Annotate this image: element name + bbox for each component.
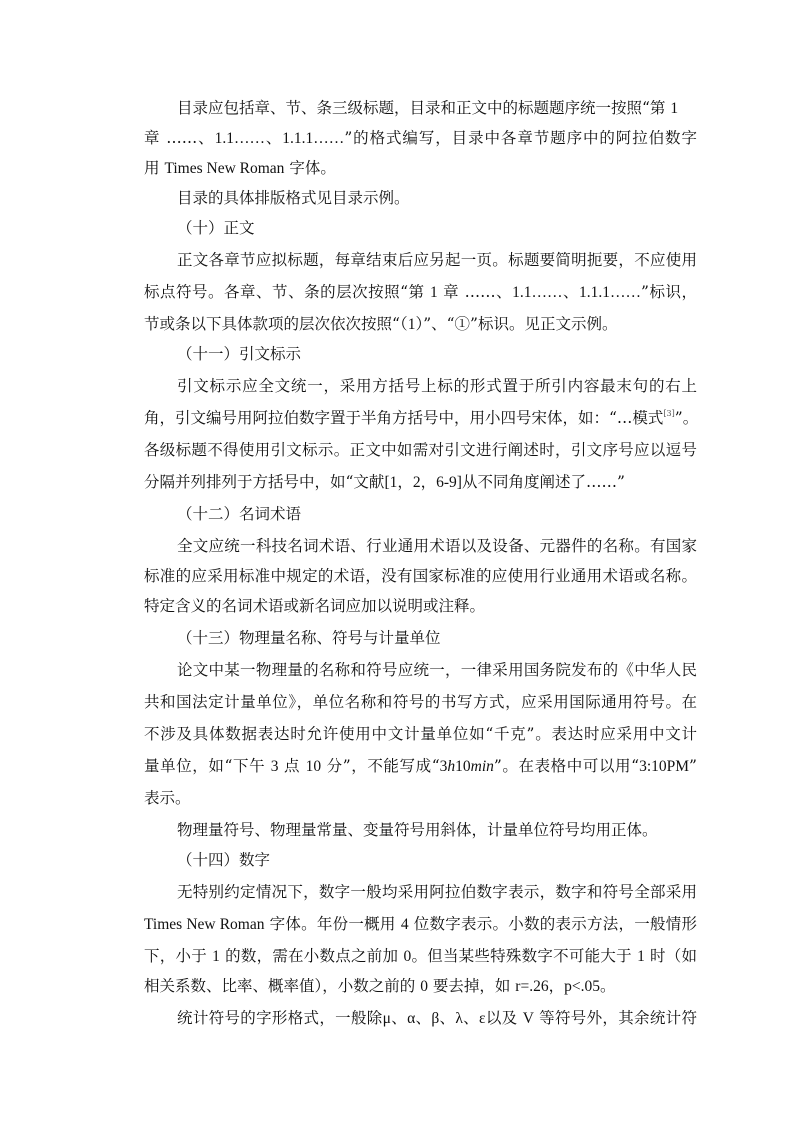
body-line	[144, 408, 697, 428]
text-run: 0	[420, 978, 428, 995]
text-run: 。	[599, 977, 616, 995]
text-run: （十一）引文标示	[177, 345, 302, 363]
text-run: 1.1……、1.1.1……	[214, 130, 345, 147]
text-run: 字体。	[284, 159, 336, 177]
text-run: 目录的具体排版格式见目录示例。	[177, 189, 410, 207]
body-line	[144, 788, 191, 808]
text-run: 特定含义的名词术语或新名词应加以说明或注释。	[144, 597, 486, 615]
text-run: 共和国法定计量单位》，单位名称和符号的书写方式，应采用国际通用符号。在	[144, 693, 697, 711]
citation-superscript: [3]	[663, 409, 675, 418]
text-run: 1	[212, 948, 220, 965]
text-run: 引文标示应全文统一，采用方括号上标的形式置于所引内容最末句的右上	[177, 377, 697, 395]
text-run: μ、α、β、λ、ε	[382, 1010, 486, 1027]
text-run: ）”、“①”标识。见正文示例。	[415, 315, 618, 333]
text-run: 3	[270, 758, 279, 775]
section-heading	[177, 344, 301, 364]
text-run: 目录应包括章、节、条三级标题，目录和正文中的标题题序统一按照“第	[177, 99, 671, 117]
text-run: Times New Roman	[164, 160, 285, 177]
text-run: 0	[403, 948, 412, 965]
text-run: 不涉及具体数据表达时允许使用中文计量单位如“千克”。表达时应采用中文计	[144, 725, 697, 743]
text-run: 1	[407, 316, 416, 333]
text-run: 标准的应采用标准中规定的术语，没有国家标准的应使用行业通用术语或名称。	[144, 567, 697, 585]
text-run: 点	[278, 757, 306, 775]
body-line	[144, 566, 697, 586]
body-line	[177, 98, 691, 119]
body-line	[177, 1008, 697, 1029]
text-run: 物理量符号、物理量常量、变量符号用斜体，计量单位符号均用正体。	[177, 821, 658, 839]
text-run: ”	[689, 757, 697, 775]
text-run: 字体。年份一概用	[264, 915, 401, 933]
text-run: h	[447, 758, 456, 775]
section-heading	[177, 218, 255, 238]
body-line	[177, 536, 697, 556]
text-run: 章 ……、	[437, 283, 513, 301]
text-run: 角，引文编号用阿拉伯数字置于半角方括号中，用小四号宋体，如：“…模式	[144, 409, 664, 427]
text-run: 论文中某一物理量的名称和符号应统一，一律采用国务院发布的《中华人民	[177, 661, 697, 679]
body-line	[144, 472, 625, 493]
text-run: 要去掉，如	[427, 977, 516, 995]
text-run: min	[470, 758, 494, 775]
text-run: 全文应统一科技名词术语、行业通用术语以及设备、元器件的名称。有国家	[177, 537, 697, 555]
section-heading	[177, 850, 270, 870]
text-run: 分”，不能写成“	[321, 757, 440, 775]
body-line	[144, 756, 697, 777]
text-run: 无特别约定情况下，数字一般均采用阿拉伯数字表示，数字和符号全部采用	[177, 883, 697, 901]
text-run: 统计符号的字形格式，一般除	[177, 1009, 383, 1027]
text-run: 量单位，如“下午	[144, 757, 271, 775]
text-run: 用	[144, 159, 165, 177]
body-line	[144, 158, 336, 179]
text-run: 1	[670, 100, 679, 117]
text-run: 以及	[485, 1009, 523, 1027]
text-run: ”。	[674, 409, 699, 427]
text-run: 3	[439, 758, 448, 775]
text-run: 3:10PM	[639, 758, 690, 775]
text-run: 1.1……、1.1.1……	[512, 284, 642, 301]
body-line	[144, 440, 697, 460]
text-run: 章 ……、	[144, 129, 215, 147]
text-run: 1	[430, 284, 438, 301]
text-run: 各级标题不得使用引文标示。正文中如需对引文进行阐述时，引文序号应以逗号	[144, 441, 697, 459]
text-run: 10	[305, 758, 322, 775]
text-run: 相关系数、比率、概率值），小数之前的	[144, 977, 421, 995]
section-heading	[177, 504, 301, 524]
section-heading	[177, 628, 441, 648]
body-line	[144, 692, 697, 712]
body-line	[177, 250, 697, 270]
body-line	[177, 820, 658, 840]
text-run: 下，小于	[144, 947, 213, 965]
text-run: 从不同角度阐述了……”	[461, 473, 625, 491]
text-run: 4	[400, 916, 409, 933]
text-run: 时（如	[644, 947, 697, 965]
body-line	[177, 882, 697, 902]
text-run: 正文各章节应拟标题，每章结束后应另起一页。标题要简明扼要，不应使用	[177, 251, 697, 269]
text-run: 节或条以下具体款项的层次依次按照“（	[144, 315, 408, 333]
body-line	[144, 128, 697, 149]
body-line	[144, 724, 697, 744]
text-run: （十二）名词术语	[177, 505, 302, 523]
body-line	[144, 914, 697, 935]
text-run: 标点符号。各章、节、条的层次按照“第	[144, 283, 430, 301]
text-run: r=.26，p<.05	[515, 978, 600, 995]
text-run: ”的格式编写，目录中各章节题序中的阿拉伯数字	[344, 129, 697, 147]
text-run: （十三）物理量名称、符号与计量单位	[177, 629, 441, 647]
text-run: 分隔并列排列于方括号中，如“文献	[144, 473, 385, 491]
text-run: （十）正文	[177, 219, 255, 237]
text-run: 10	[455, 758, 471, 775]
text-run: 1	[637, 948, 645, 965]
text-run: ”。在表格中可以用“	[493, 757, 640, 775]
text-run: V	[522, 1010, 534, 1027]
text-run: 的数，需在小数点之前加	[219, 947, 404, 965]
body-line	[144, 976, 615, 997]
body-line	[144, 946, 697, 967]
text-run: 。但当某些特殊数字不可能大于	[411, 947, 638, 965]
text-run: （十四）数字	[177, 851, 271, 869]
body-line	[177, 376, 697, 396]
text-run: Times New Roman	[144, 916, 265, 933]
body-line	[177, 660, 697, 680]
body-line	[144, 596, 485, 616]
text-run: ”标识，	[641, 283, 697, 301]
text-run: 位数字表示。小数的表示方法，一般情形	[408, 915, 697, 933]
body-line	[177, 188, 410, 208]
body-line	[144, 314, 617, 335]
body-line	[144, 282, 697, 303]
text-run: [1，2，6-9]	[384, 474, 462, 491]
text-run: 等符号外，其余统计符	[533, 1009, 697, 1027]
text-run: 表示。	[144, 789, 191, 807]
